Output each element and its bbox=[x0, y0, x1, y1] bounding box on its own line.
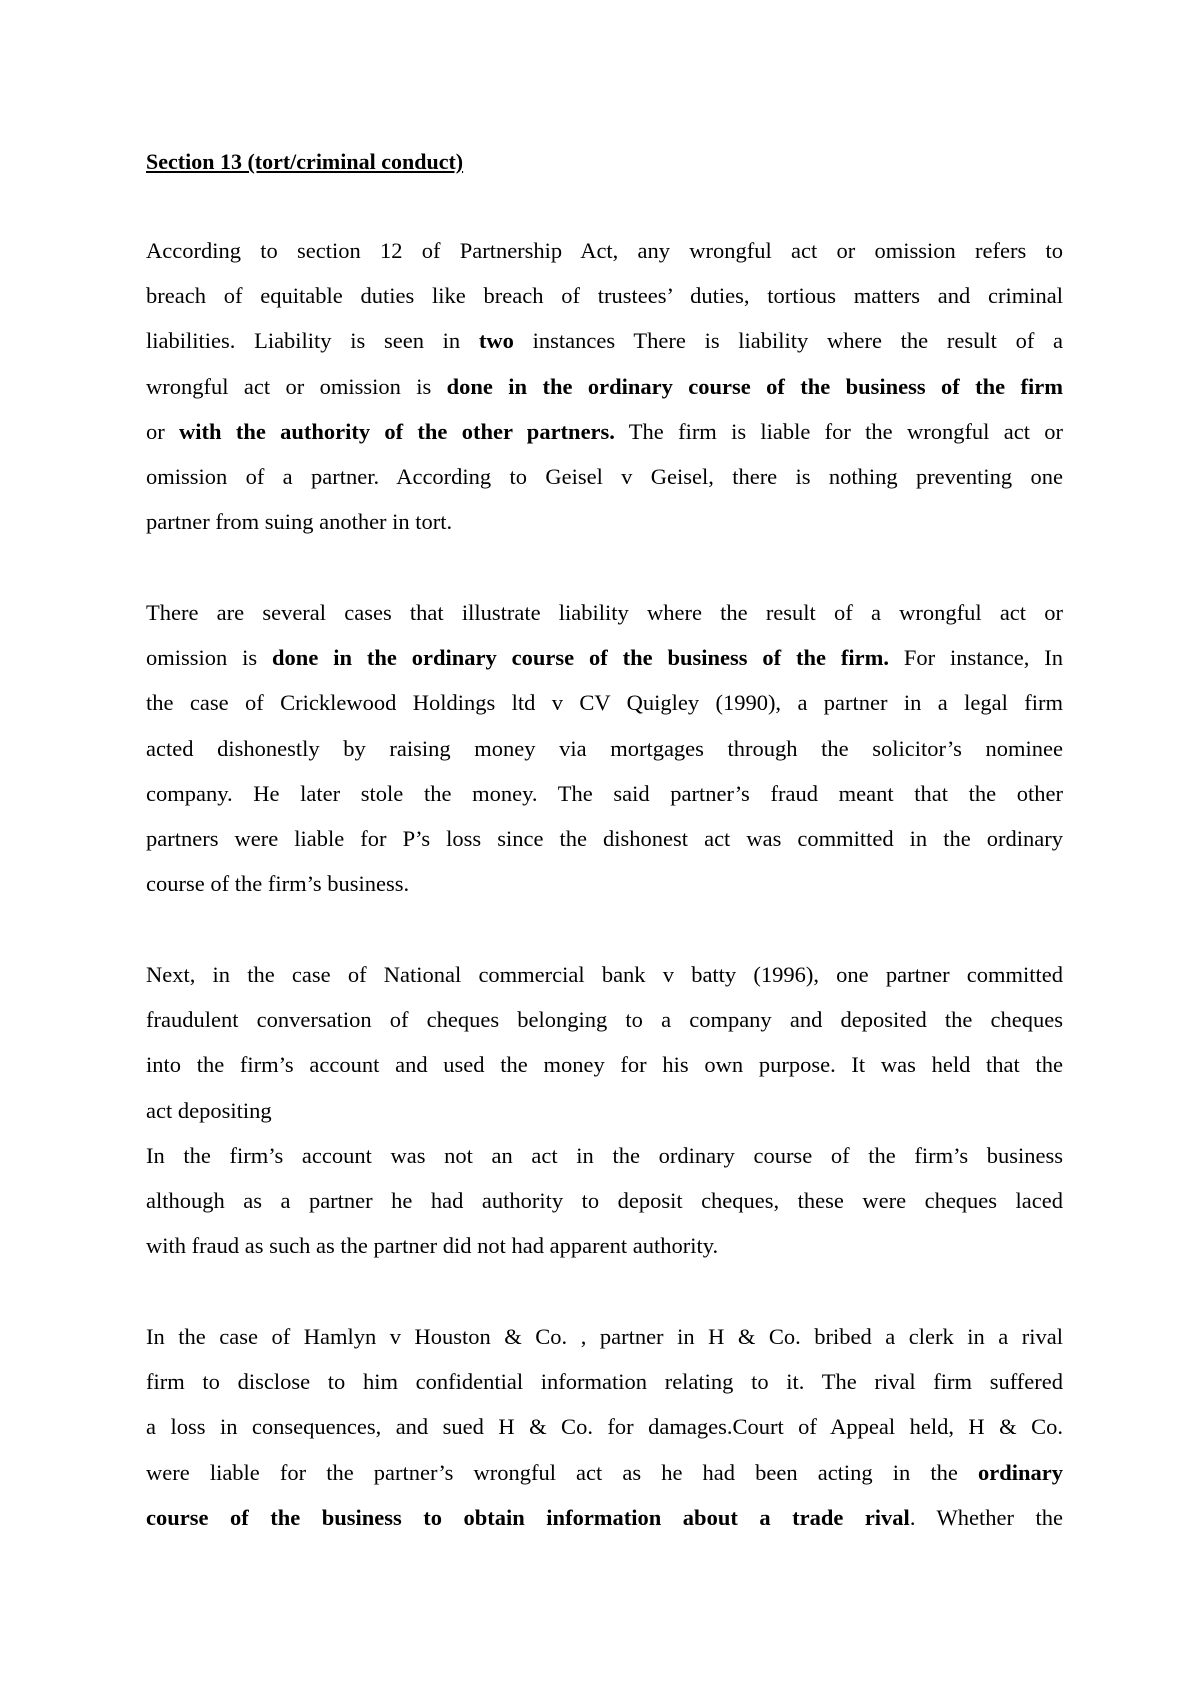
paragraph-3 bbox=[146, 952, 1063, 1268]
bold-text: with the authority of the other partners. bbox=[179, 418, 615, 444]
text-line: or with the authority of the other partners. The firm is liable for the wrongful act or bbox=[146, 418, 1063, 444]
text-line: acted dishonestly by raising money via mortgages through the solicitor’s nominee bbox=[146, 735, 1063, 761]
text-line: Next, in the case of National commercial bank v batty (1996), one partner committed bbox=[146, 962, 1063, 987]
bold-text: two bbox=[478, 328, 514, 354]
section-heading: Section 13 (tort/criminal conduct) bbox=[146, 149, 464, 174]
text-line: course of the business to obtain information about a trade rival. Whether the bbox=[146, 1504, 1063, 1530]
text-line: into the firm’s account and used the money for his own purpose. It was held that the bbox=[146, 1052, 1063, 1078]
text-line: act depositing bbox=[146, 1097, 272, 1123]
text-line: omission of a partner. According to Geisel v Geisel, there is nothing preventing one bbox=[146, 464, 1063, 490]
text-line: There are several cases that illustrate liability where the result of a wrongful act or bbox=[146, 600, 1063, 625]
text-line: the case of Cricklewood Holdings ltd v CV Quigley (1990), a partner in a legal firm bbox=[146, 690, 1063, 716]
bold-text: course of the business to obtain information about a trade rival bbox=[146, 1504, 910, 1530]
bold-text: done in the ordinary course of the business of the firm bbox=[446, 373, 1063, 399]
bold-text: ordinary bbox=[977, 1459, 1063, 1485]
text-line: omission is done in the ordinary course of the business of the firm. For instance, In bbox=[146, 645, 1063, 671]
text-line: were liable for the partner’s wrongful act as he had been acting in the ordinary bbox=[146, 1459, 1063, 1485]
text-line: partners were liable for P’s loss since the dishonest act was committed in the ordinary bbox=[146, 826, 1063, 852]
text-line: although as a partner he had authority to deposit cheques, these were cheques laced bbox=[146, 1188, 1063, 1214]
text-line: with fraud as such as the partner did not had apparent authority. bbox=[146, 1233, 719, 1259]
text-line: company. He later stole the money. The said partner’s fraud meant that the other bbox=[146, 780, 1063, 806]
text-line: wrongful act or omission is done in the ordinary course of the business of the firm bbox=[146, 373, 1063, 399]
text-line: a loss in consequences, and sued H & Co. for damages.Court of Appeal held, H & Co. bbox=[146, 1414, 1063, 1440]
text-line: In the firm’s account was not an act in the ordinary course of the firm’s business bbox=[146, 1142, 1063, 1168]
text-line: breach of equitable duties like breach of trustees’ duties, tortious matters and criminal bbox=[146, 283, 1063, 309]
text-line: liabilities. Liability is seen in two instances There is liability where the result of a bbox=[146, 328, 1064, 354]
text-line: firm to disclose to him confidential information relating to it. The rival firm suffered bbox=[146, 1369, 1063, 1395]
bold-text: done in the ordinary course of the business of the firm. bbox=[272, 645, 889, 671]
text-line: fraudulent conversation of cheques belonging to a company and deposited the cheques bbox=[146, 1007, 1063, 1033]
paragraph-4 bbox=[146, 1314, 1063, 1540]
text-line: partner from suing another in tort. bbox=[146, 509, 453, 535]
text-line: According to section 12 of Partnership Act, any wrongful act or omission refers to bbox=[146, 238, 1063, 263]
text-line: course of the firm’s business. bbox=[146, 871, 410, 897]
paragraph-2 bbox=[146, 590, 1063, 906]
text-line: In the case of Hamlyn v Houston & Co. , partner in H & Co. bribed a clerk in a rival bbox=[146, 1324, 1063, 1349]
paragraph-1 bbox=[146, 228, 1063, 544]
